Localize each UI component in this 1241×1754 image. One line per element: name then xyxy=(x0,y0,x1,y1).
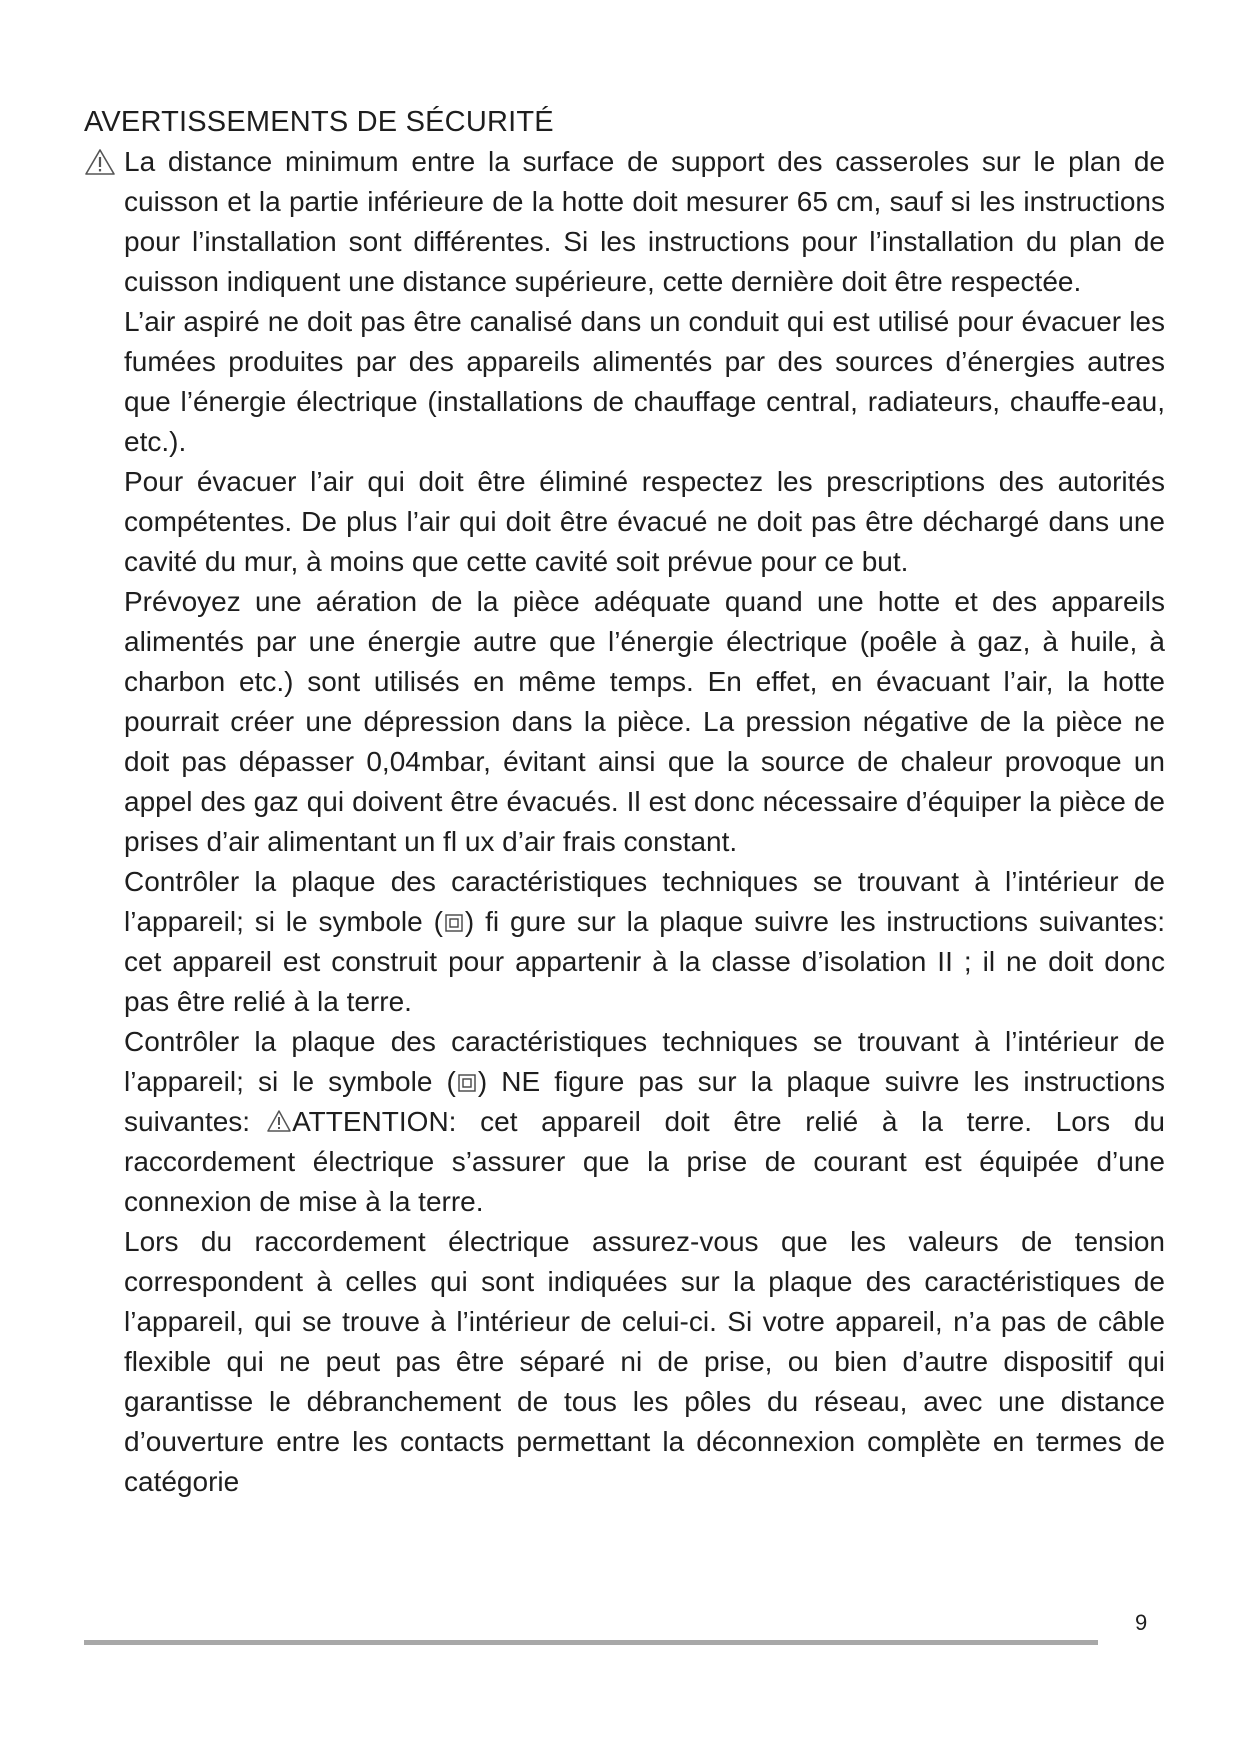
paragraph-earth xyxy=(124,1022,1165,1222)
earth-text-before: Contrôler la plaque des caractéristiques techniques se trouvant à l’intérieur de l’appareil; si le symbole ( xyxy=(124,1026,1165,1097)
paragraph-ventilation: Prévoyez une aération de la pièce adéquate quand une hotte et des appareils alimentés par une énergie autre que l’énergie électrique (poêle à gaz, à huile, à charbon etc.) sont utilisés en même temps. En effet, en évacuant l’air, la hotte pourrait créer une dépression dans la pièce. La pression négative de la pièce ne doit pas dépasser 0,04mbar, évitant ainsi que la source de chaleur provoque un appel des gaz qui doivent être évacués. Il est donc nécessaire d’équiper la pièce de prises d’air alimentant un fl ux d’air frais constant. xyxy=(124,586,1165,857)
earth-warning-text: ATTENTION: cet appareil doit être relié à la terre. Lors du raccordement électrique s’assurer que la prise de courant est équipée d’une connexion de mise à la terre. xyxy=(124,1106,1165,1217)
footer-divider xyxy=(84,1640,1098,1645)
page-number: 9 xyxy=(1135,1610,1148,1635)
paragraph-electrical: Lors du raccordement électrique assurez-vous que les valeurs de tension correspondent à celles qui sont indiquées sur la plaque des caractéristiques de l’appareil, qui se trouve à l’intérieur de celui-ci. Si votre appareil, n’a pas de câble flexible qui ne peut pas être séparé ni de prise, ou bien d’autre dispositif qui garantisse le débranchement de tous les pôles du réseau, avec une distance d’ouverture entre les contacts permettant la déconnexion complète en termes de catégorie xyxy=(124,1226,1165,1497)
warning-section xyxy=(84,142,1165,1502)
paragraph-class2 xyxy=(124,862,1165,1022)
double-square-icon xyxy=(458,1074,476,1092)
warning-triangle-icon xyxy=(84,148,116,176)
paragraph-air-duct: L’air aspiré ne doit pas être canalisé dans un conduit qui est utilisé pour évacuer les fumées produites par des appareils alimentés par des sources d’énergies autres que l’énergie électrique (installations de chauffage central, radiateurs, chauffe-eau, etc.). xyxy=(124,306,1165,457)
section-title: AVERTISSEMENTS DE SÉCURITÉ xyxy=(84,106,554,138)
document-page xyxy=(84,104,1169,1502)
paragraph-evacuation: Pour évacuer l’air qui doit être éliminé respectez les prescriptions des autorités compétentes. De plus l’air qui doit être évacué ne doit pas être déchargé dans une cavité du mur, à moins que cette cavité soit prévue pour ce but. xyxy=(124,466,1165,577)
paragraph-distance: La distance minimum entre la surface de support des casseroles sur le plan de cuisson et la partie inférieure de la hotte doit mesurer 65 cm, sauf si les instructions pour l’installation sont différentes. Si les instructions pour l’installation du plan de cuisson indiquent une distance supérieure, cette dernière doit être respectée. xyxy=(124,146,1165,297)
class2-text-after: ) fi gure sur la plaque suivre les instructions suivantes: cet appareil est construit pour appartenir à la classe d’isolation II ; il ne doit donc pas être relié à la terre. xyxy=(124,906,1165,1017)
class2-text-before: Contrôler la plaque des caractéristiques techniques se trouvant à l’intérieur de l’appareil; si le symbole ( xyxy=(124,866,1165,937)
earth-text-after: ) NE figure pas sur la plaque suivre les instructions suivantes: xyxy=(124,1066,1165,1137)
double-square-icon xyxy=(445,914,463,932)
warning-triangle-icon xyxy=(266,1109,292,1133)
